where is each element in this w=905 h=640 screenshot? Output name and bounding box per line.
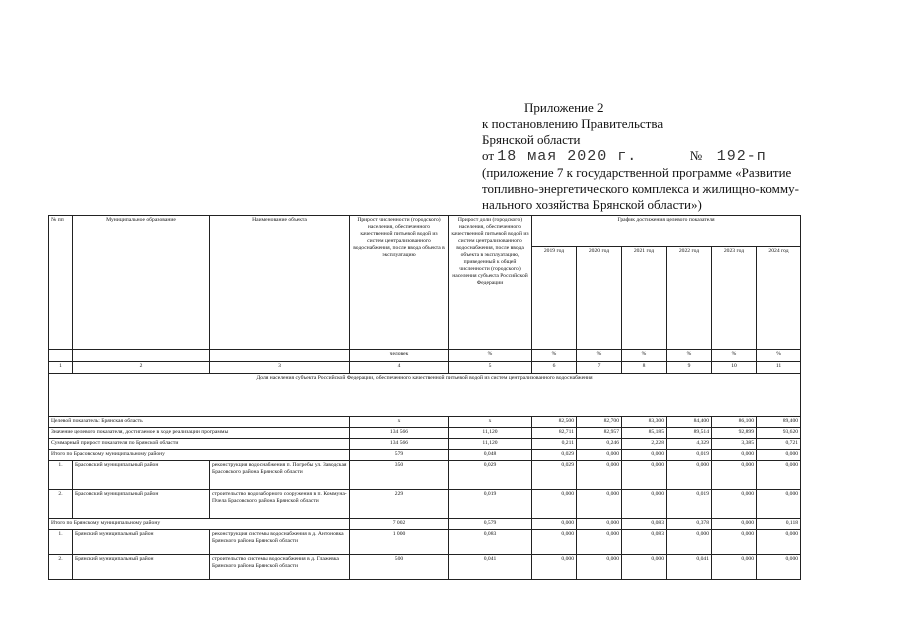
cell: 0,019	[449, 490, 532, 519]
cell: 0,083	[622, 530, 667, 555]
cell: 0,378	[667, 519, 712, 530]
cell: 0,000	[577, 555, 622, 580]
cell: 134 566	[350, 439, 449, 450]
appendix-title: Приложение 2	[524, 100, 604, 115]
col-number: 7	[577, 362, 622, 374]
cell: 86,100	[712, 417, 757, 428]
table-row	[49, 461, 801, 490]
unit-cell: %	[449, 350, 532, 362]
col-number: 1	[49, 362, 73, 374]
number-value: 192-п	[716, 148, 767, 165]
cell: 0,029	[449, 461, 532, 490]
cell: 0,000	[667, 461, 712, 490]
cell: 350	[350, 461, 449, 490]
object-cell: строительство системы водоснабжения в д. Глажевка Брянского района Брянской области	[210, 555, 350, 580]
header-date-line	[482, 148, 799, 165]
municipality-cell: Брасовский муниципальный район	[73, 461, 210, 490]
cell: 0,000	[532, 519, 577, 530]
col-number: 2	[73, 362, 210, 374]
unit-cell: %	[757, 350, 801, 362]
col-header-year: 2023 год	[712, 247, 757, 350]
col-header-growth-count: Прирост численности (городского) населения, обеспеченного качественной питьевой водой из систем централизованного водоснабжения, после ввода объекта в эксплуатацию	[350, 216, 449, 350]
cell: 0,000	[712, 461, 757, 490]
col-header-year: 2020 год	[577, 247, 622, 350]
cell: 0,019	[667, 450, 712, 461]
cell: 0,000	[622, 555, 667, 580]
col-number: 9	[667, 362, 712, 374]
number-prefix: №	[689, 148, 703, 163]
cell: 0,000	[622, 450, 667, 461]
row-label: Значение целевого показателя, достигаемое в ходе реализации программы	[49, 428, 350, 439]
date-value: 18 мая 2020 г.	[497, 148, 638, 165]
table-row	[49, 530, 801, 555]
col-header-schedule: График достижения целевого показателя	[532, 216, 801, 247]
header-line-program-1: (приложение 7 к государственной программе «Развитие	[482, 165, 792, 180]
cell: 0,041	[449, 555, 532, 580]
section-title: Доля населения субъекта Российской Федерации, обеспеченного качественной питьевой водой из систем централизованного водоснабжения	[49, 374, 801, 417]
units-row	[49, 350, 801, 362]
cell: 89,514	[667, 428, 712, 439]
object-cell: реконструкция водоснабжения п. Погребы ул. Заводская Брасовского района Брянской области	[210, 461, 350, 490]
cell: 0,000	[532, 490, 577, 519]
cell: 4,329	[667, 439, 712, 450]
col-header-year: 2024 год	[757, 247, 801, 350]
cell: 0,019	[667, 490, 712, 519]
cell: 1 000	[350, 530, 449, 555]
table-row	[49, 428, 801, 439]
document-header	[482, 100, 799, 213]
unit-cell: %	[667, 350, 712, 362]
cell: 0,000	[757, 555, 801, 580]
object-cell: реконструкция системы водоснабжения в д. Антоновка Брянского района Брянской области	[210, 530, 350, 555]
cell: 0,000	[667, 530, 712, 555]
cell: 82,957	[577, 428, 622, 439]
cell: 0,029	[532, 450, 577, 461]
cell: 0,000	[577, 490, 622, 519]
col-header-municipality: Муниципальное образование	[73, 216, 210, 350]
cell: 84,400	[667, 417, 712, 428]
table-row	[49, 417, 801, 428]
cell: 92,899	[712, 428, 757, 439]
cell: 82,500	[532, 417, 577, 428]
cell: 0,118	[757, 519, 801, 530]
cell: 0,000	[757, 450, 801, 461]
col-number: 8	[622, 362, 667, 374]
col-number: 11	[757, 362, 801, 374]
cell: 89,400	[757, 417, 801, 428]
cell: 7 002	[350, 519, 449, 530]
col-number: 10	[712, 362, 757, 374]
cell: 0,000	[712, 490, 757, 519]
header-line-region: Брянской области	[482, 132, 581, 147]
cell: 0,083	[449, 530, 532, 555]
cell: 0,000	[712, 450, 757, 461]
cell: 0,211	[532, 439, 577, 450]
row-label: Итого по Брянскому муниципальному району	[49, 519, 350, 530]
cell: 0,000	[757, 530, 801, 555]
cell: x	[449, 417, 532, 428]
cell: 0,048	[449, 450, 532, 461]
cell: 0,000	[577, 519, 622, 530]
cell: 11,120	[449, 428, 532, 439]
unit-cell: %	[532, 350, 577, 362]
cell: 229	[350, 490, 449, 519]
table-row	[49, 555, 801, 580]
row-number: 1.	[49, 461, 73, 490]
unit-cell: %	[622, 350, 667, 362]
cell: 82,700	[577, 417, 622, 428]
cell: 0,000	[757, 461, 801, 490]
cell: 0,041	[667, 555, 712, 580]
cell: 0,000	[622, 461, 667, 490]
row-label: Итого по Брасовскому муниципальному району	[49, 450, 350, 461]
cell: 0,000	[577, 530, 622, 555]
cell: 0,083	[622, 519, 667, 530]
table-row	[49, 450, 801, 461]
cell: 3,385	[712, 439, 757, 450]
header-line-resolution: к постановлению Правительства	[482, 116, 664, 131]
col-header-year: 2019 год	[532, 247, 577, 350]
col-header-num: № пп	[49, 216, 73, 350]
cell: 0,000	[532, 530, 577, 555]
cell: 0,000	[712, 555, 757, 580]
table-row	[49, 439, 801, 450]
col-header-year: 2022 год	[667, 247, 712, 350]
cell: 0,000	[712, 530, 757, 555]
row-label: Суммарный прирост показателя по Брянской области	[49, 439, 350, 450]
object-cell: строительство водозаборного сооружения в п. Коммуна-Пчела Брасовского района Брянской области	[210, 490, 350, 519]
col-header-object: Наименование объекта	[210, 216, 350, 350]
cell: 0,721	[757, 439, 801, 450]
cell: 85,185	[622, 428, 667, 439]
cell: 0,579	[449, 519, 532, 530]
cell: x	[350, 417, 449, 428]
col-number: 6	[532, 362, 577, 374]
cell: 0,000	[757, 490, 801, 519]
indicator-table	[48, 215, 801, 580]
date-prefix: от	[482, 148, 495, 163]
header-line-program-2: топливно-энергетического комплекса и жилищно-комму-	[482, 181, 799, 196]
col-header-growth-share: Прирост доли (городского) населения, обеспеченного качественной питьевой водой из систем централизованного водоснабжения, после ввода объекта в эксплуатацию, приведенный к общей численности (городского) населения субъекта Российской Федерации	[449, 216, 532, 350]
cell: 579	[350, 450, 449, 461]
cell: 0,000	[577, 461, 622, 490]
cell: 0,000	[532, 555, 577, 580]
cell: 83,300	[622, 417, 667, 428]
col-number: 5	[449, 362, 532, 374]
cell: 134 566	[350, 428, 449, 439]
cell: 0,000	[712, 519, 757, 530]
cell: 2,228	[622, 439, 667, 450]
cell: 11,120	[449, 439, 532, 450]
cell: 500	[350, 555, 449, 580]
cell: 0,029	[532, 461, 577, 490]
cell: 0,000	[577, 450, 622, 461]
table-row	[49, 519, 801, 530]
cell: 0,000	[622, 490, 667, 519]
row-number: 1.	[49, 530, 73, 555]
unit-cell: человек	[350, 350, 449, 362]
row-label: Целевой показатель: Брянская область	[49, 417, 350, 428]
table-row	[49, 490, 801, 519]
column-numbers-row	[49, 362, 801, 374]
col-header-year: 2021 год	[622, 247, 667, 350]
unit-cell: %	[577, 350, 622, 362]
municipality-cell: Брасовский муниципальный район	[73, 490, 210, 519]
row-number: 2.	[49, 555, 73, 580]
col-number: 4	[350, 362, 449, 374]
cell: 82,711	[532, 428, 577, 439]
municipality-cell: Брянский муниципальный район	[73, 530, 210, 555]
cell: 93,620	[757, 428, 801, 439]
cell: 0,246	[577, 439, 622, 450]
unit-cell: %	[712, 350, 757, 362]
col-number: 3	[210, 362, 350, 374]
municipality-cell: Брянский муниципальный район	[73, 555, 210, 580]
row-number: 2.	[49, 490, 73, 519]
header-line-program-3: нального хозяйства Брянской области»)	[482, 197, 702, 212]
